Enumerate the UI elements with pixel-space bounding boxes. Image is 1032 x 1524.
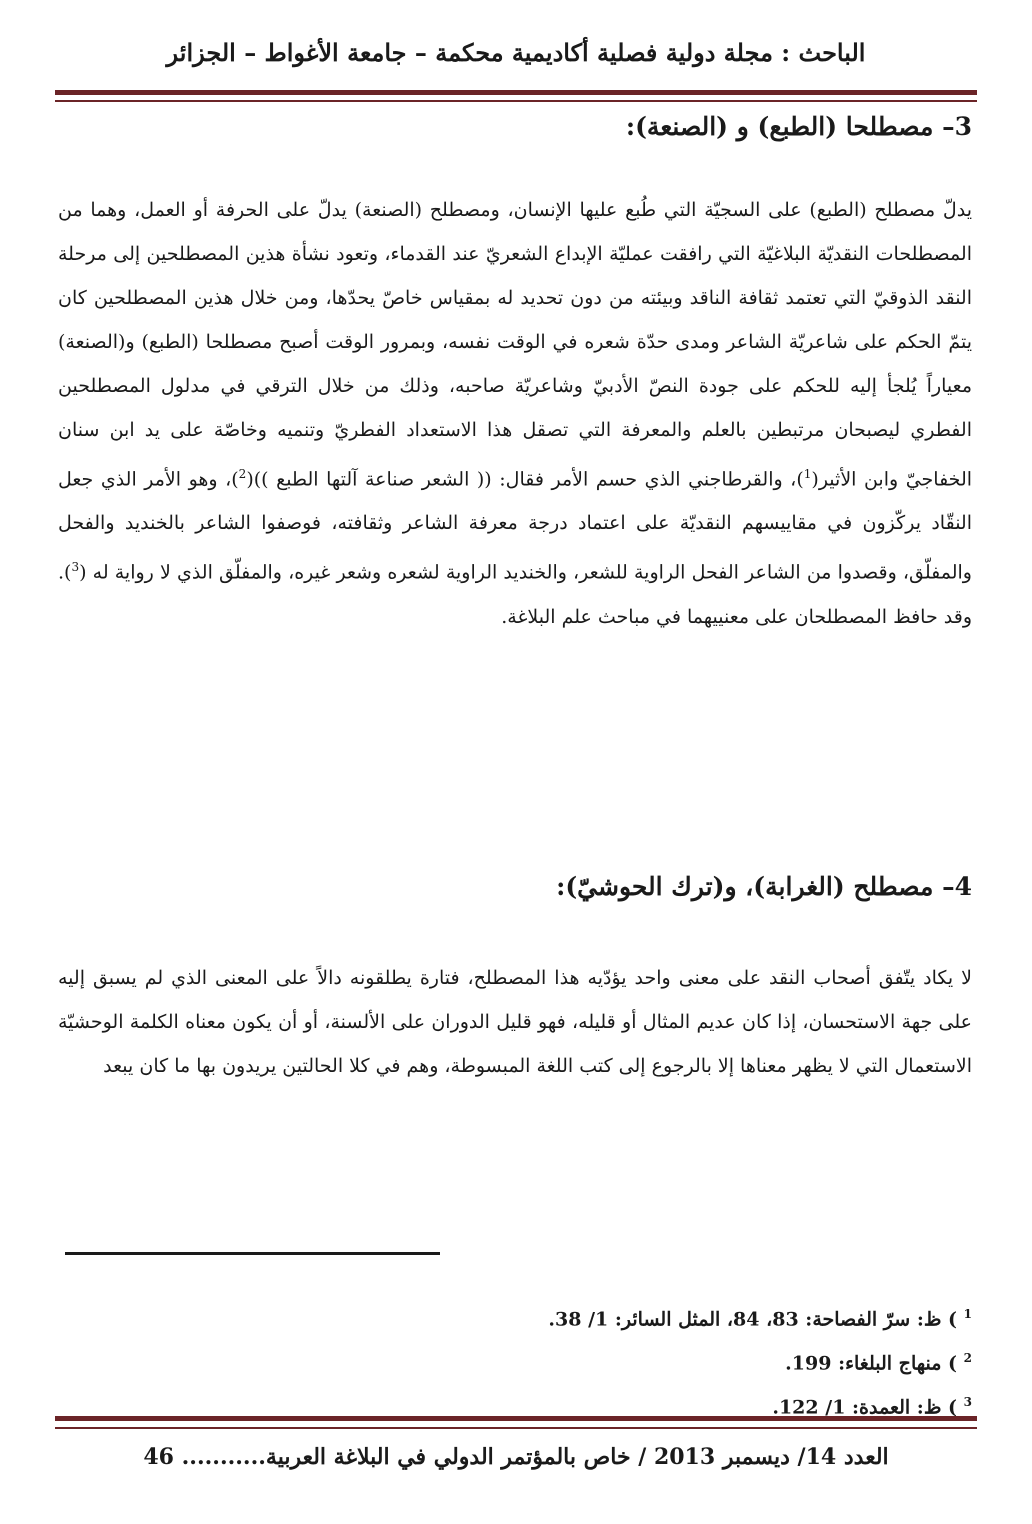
footnote-1	[548, 1292, 972, 1336]
section-4-heading: 4– مصطلح (الغرابة)، و(ترك الحوشيّ):	[556, 872, 972, 901]
footer-rule-thick	[55, 1416, 977, 1421]
footnote-number: 1	[963, 1307, 972, 1321]
section-4-paragraph: لا يكاد يتّفق أصحاب النقد على معنى واحد يؤدّيه هذا المصطلح، فتارة يطلقونه دالاً على المعنى الذي لم يسبق إليه على جهة الاستحسان، إذا كان عديم المثال أو قليله، فهو قليل الدوران على الألسنة، أو أن يكون معناه الكلمة الوحشيّة الاستعمال التي لا يظهر معناها إلا بالرجوع إلى كتب اللغة المبسوطة، وهم في كلا الحالتين يريدون بها ما كان يبعد	[58, 967, 972, 1077]
footer-rule-thin	[55, 1427, 977, 1429]
section-3-heading: 3– مصطلحا (الطبع) و (الصنعة):	[625, 112, 972, 141]
footnote-ref-1: 1	[803, 467, 812, 481]
section-3-text-d: ). وقد حافظ المصطلحان على معنييهما في مباحث علم البلاغة.	[58, 561, 972, 628]
section-3-text-c: )، وهو الأمر الذي جعل النقّاد يركّزون في مقاييسهم النقديّة على اعتماد درجة معرفة الشاعر وثقافته، فوصفوا الشاعر بالخنديد والفحل والمفلّق، وقصدوا من الشاعر الفحل الراوية للشعر، والخنديد الراوية لشعره وشعر غيره، والمفلّق الذي لا رواية له (	[58, 468, 972, 584]
footnote-text: ) ظ: سرّ الفصاحة: 83، 84، المثل السائر: 1/ 38.	[548, 1308, 958, 1331]
section-3-text-a: يدلّ مصطلح (الطبع) على السجيّة التي طُبع عليها الإنسان، ومصطلح (الصنعة) يدلّ على الحرفة أو العمل، وهما من المصطلحات النقديّة البلاغيّة التي رافقت عمليّة الإبداع الشعريّ عند القدماء، وتعود نشأة هذين المصطلحين إلى مرحلة النقد الذوقيّ التي تعتمد ثقافة الناقد وبيئته من دون تحديد له بمقياس خاصّ يحدّها، ومن خلال هذين المصطلحين كان يتمّ الحكم على شاعريّة الشاعر ومدى حدّة شعره في الوقت نفسه، وبمرور الوقت أصبح مصطلحا (الطبع) و(الصنعة) معياراً يُلجأ إليه للحكم على جودة النصّ الأدبيّ وشاعريّة صاحبه، وذلك من خلال الترقي في مدلول المصطلحين الفطري ليصبحان مرتبطين بالعلم والمعرفة التي تصقل هذا الاستعداد الفطريّ وتنميه وخاصّة على يد ابن سنان الخفاجيّ وابن الأثير	[58, 199, 973, 491]
footnote-text: ) ظ: العمدة: 1/ 122.	[772, 1396, 958, 1419]
footnote-number: 2	[963, 1351, 972, 1365]
footnote-number: 3	[963, 1395, 972, 1409]
footnote-ref-3: 3	[71, 560, 80, 575]
section-3-text-b: ، والقرطاجني الذي حسم الأمر فقال: (( الشعر صناعة آلتها الطبع ))(	[246, 468, 797, 491]
footnote-separator	[65, 1252, 440, 1255]
footnote-2	[548, 1336, 972, 1380]
journal-header: الباحث : مجلة دولية فصلية أكاديمية محكمة – جامعة الأغواط – الجزائر	[166, 38, 866, 67]
footnote-text: ) منهاج البلغاء: 199.	[785, 1352, 958, 1375]
footnote-ref-2: 2	[238, 467, 247, 481]
header-rule-thick	[55, 90, 977, 95]
header-rule-thin	[55, 100, 977, 102]
journal-footer: العدد 14/ ديسمبر 2013 / خاص بالمؤتمر الدولي في البلاغة العربية........... 46	[143, 1444, 889, 1470]
footnotes	[548, 1292, 972, 1424]
section-3-paragraph: يدلّ مصطلح (الطبع) على السجيّة التي طُبع عليها الإنسان، ومصطلح (الصنعة) يدلّ على الحرفة أو العمل، وهما من المصطلحات النقديّة البلاغيّة التي رافقت عمليّة الإبداع الشعريّ عند القدماء، وتعود نشأة هذين المصطلحين إلى مرحلة النقد الذوقيّ التي تعتمد ثقافة الناقد وبيئته من دون تحديد له بمقياس خاصّ يحدّها، ومن خلال هذين المصطلحين كان يتمّ الحكم على شاعريّة الشاعر ومدى حدّة شعره في الوقت نفسه، وبمرور الوقت أصبح مصطلحا (الطبع) و(الصنعة) معياراً يُلجأ إليه للحكم على جودة النصّ الأدبيّ وشاعريّة صاحبه، وذلك من خلال الترقي في مدلول المصطلحين الفطري ليصبحان مرتبطين بالعلم والمعرفة التي تصقل هذا الاستعداد الفطريّ وتنميه وخاصّة على يد ابن سنان الخفاجيّ وابن الأثير($^1$)، والقرطاجني الذي حسم الأمر فقال: (( الشعر صناعة آلتها الطبع ))($^2$)، وهو الأمر الذي جعل النقّاد يركّزون في مقاييسهم النقديّة على اعتماد درجة معرفة الشاعر وثقافته، فوصفوا الشاعر بالخنديد والفحل والمفلّق، وقصدوا من الشاعر الفحل الراوية للشعر، والخنديد الراوية لشعره وشعر غيره، والمفلّق الذي لا رواية له ($^3$). وقد حافظ المصطلحان على معنييهما في مباحث علم البلاغة.	[58, 199, 973, 628]
